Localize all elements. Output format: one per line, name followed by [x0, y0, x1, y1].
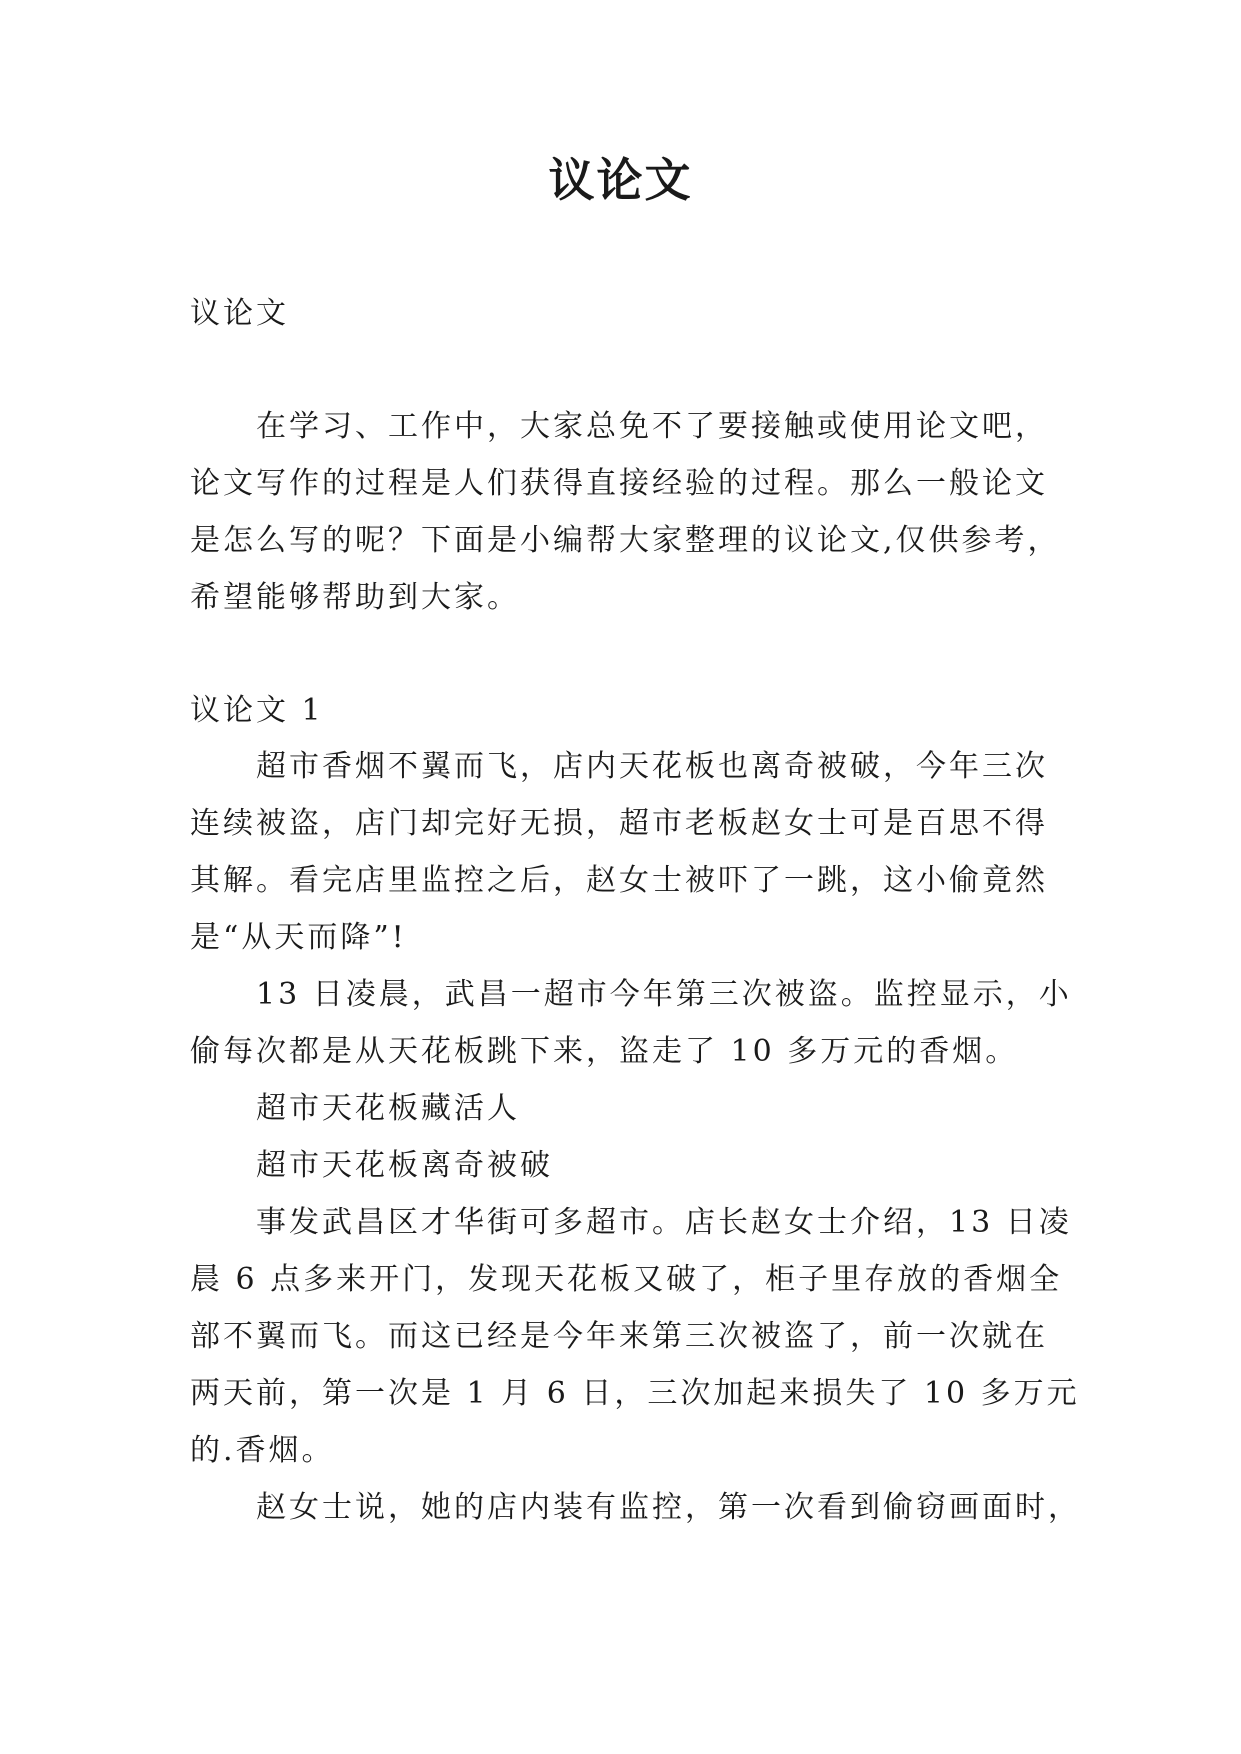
body-line: 事发武昌区才华街可多超市。店长赵女士介绍，13 日凌	[256, 1205, 1072, 1240]
body-line: 论文写作的过程是人们获得直接经验的过程。那么一般论文	[190, 466, 1048, 501]
body-line: 晨 6 点多来开门，发现天花板又破了，柜子里存放的香烟全	[190, 1262, 1063, 1297]
body-line: 在学习、工作中，大家总免不了要接触或使用论文吧，	[256, 409, 1048, 444]
body-line: 是“从天而降”!	[190, 920, 407, 955]
body-line: 两天前，第一次是 1 月 6 日，三次加起来损失了 10 多万元	[190, 1376, 1080, 1411]
body-line: 13 日凌晨，武昌一超市今年第三次被盗。监控显示，小	[256, 977, 1072, 1012]
body-line: 希望能够帮助到大家。	[190, 580, 520, 615]
body-line: 偷每次都是从天花板跳下来，盗走了 10 多万元的香烟。	[190, 1034, 1019, 1069]
body-line: 部不翼而飞。而这已经是今年来第三次被盗了，前一次就在	[190, 1319, 1048, 1354]
subtitle-line: 议论文	[190, 296, 289, 331]
body-line: 其解。看完店里监控之后，赵女士被吓了一跳，这小偷竟然	[190, 863, 1048, 898]
body-line: 超市天花板离奇被破	[256, 1148, 553, 1183]
body-line: 超市香烟不翼而飞，店内天花板也离奇被破，今年三次	[256, 749, 1048, 784]
body-line: 是怎么写的呢？下面是小编帮大家整理的议论文,仅供参考，	[190, 523, 1061, 558]
body-line: 超市天花板藏活人	[256, 1091, 520, 1126]
document-title: 议论文	[548, 153, 693, 207]
body-line: 连续被盗，店门却完好无损，超市老板赵女士可是百思不得	[190, 806, 1048, 841]
section-heading: 议论文 1	[190, 693, 324, 728]
body-line: 赵女士说，她的店内装有监控，第一次看到偷窃画面时，	[256, 1490, 1081, 1525]
body-line: 的.香烟。	[190, 1433, 335, 1468]
